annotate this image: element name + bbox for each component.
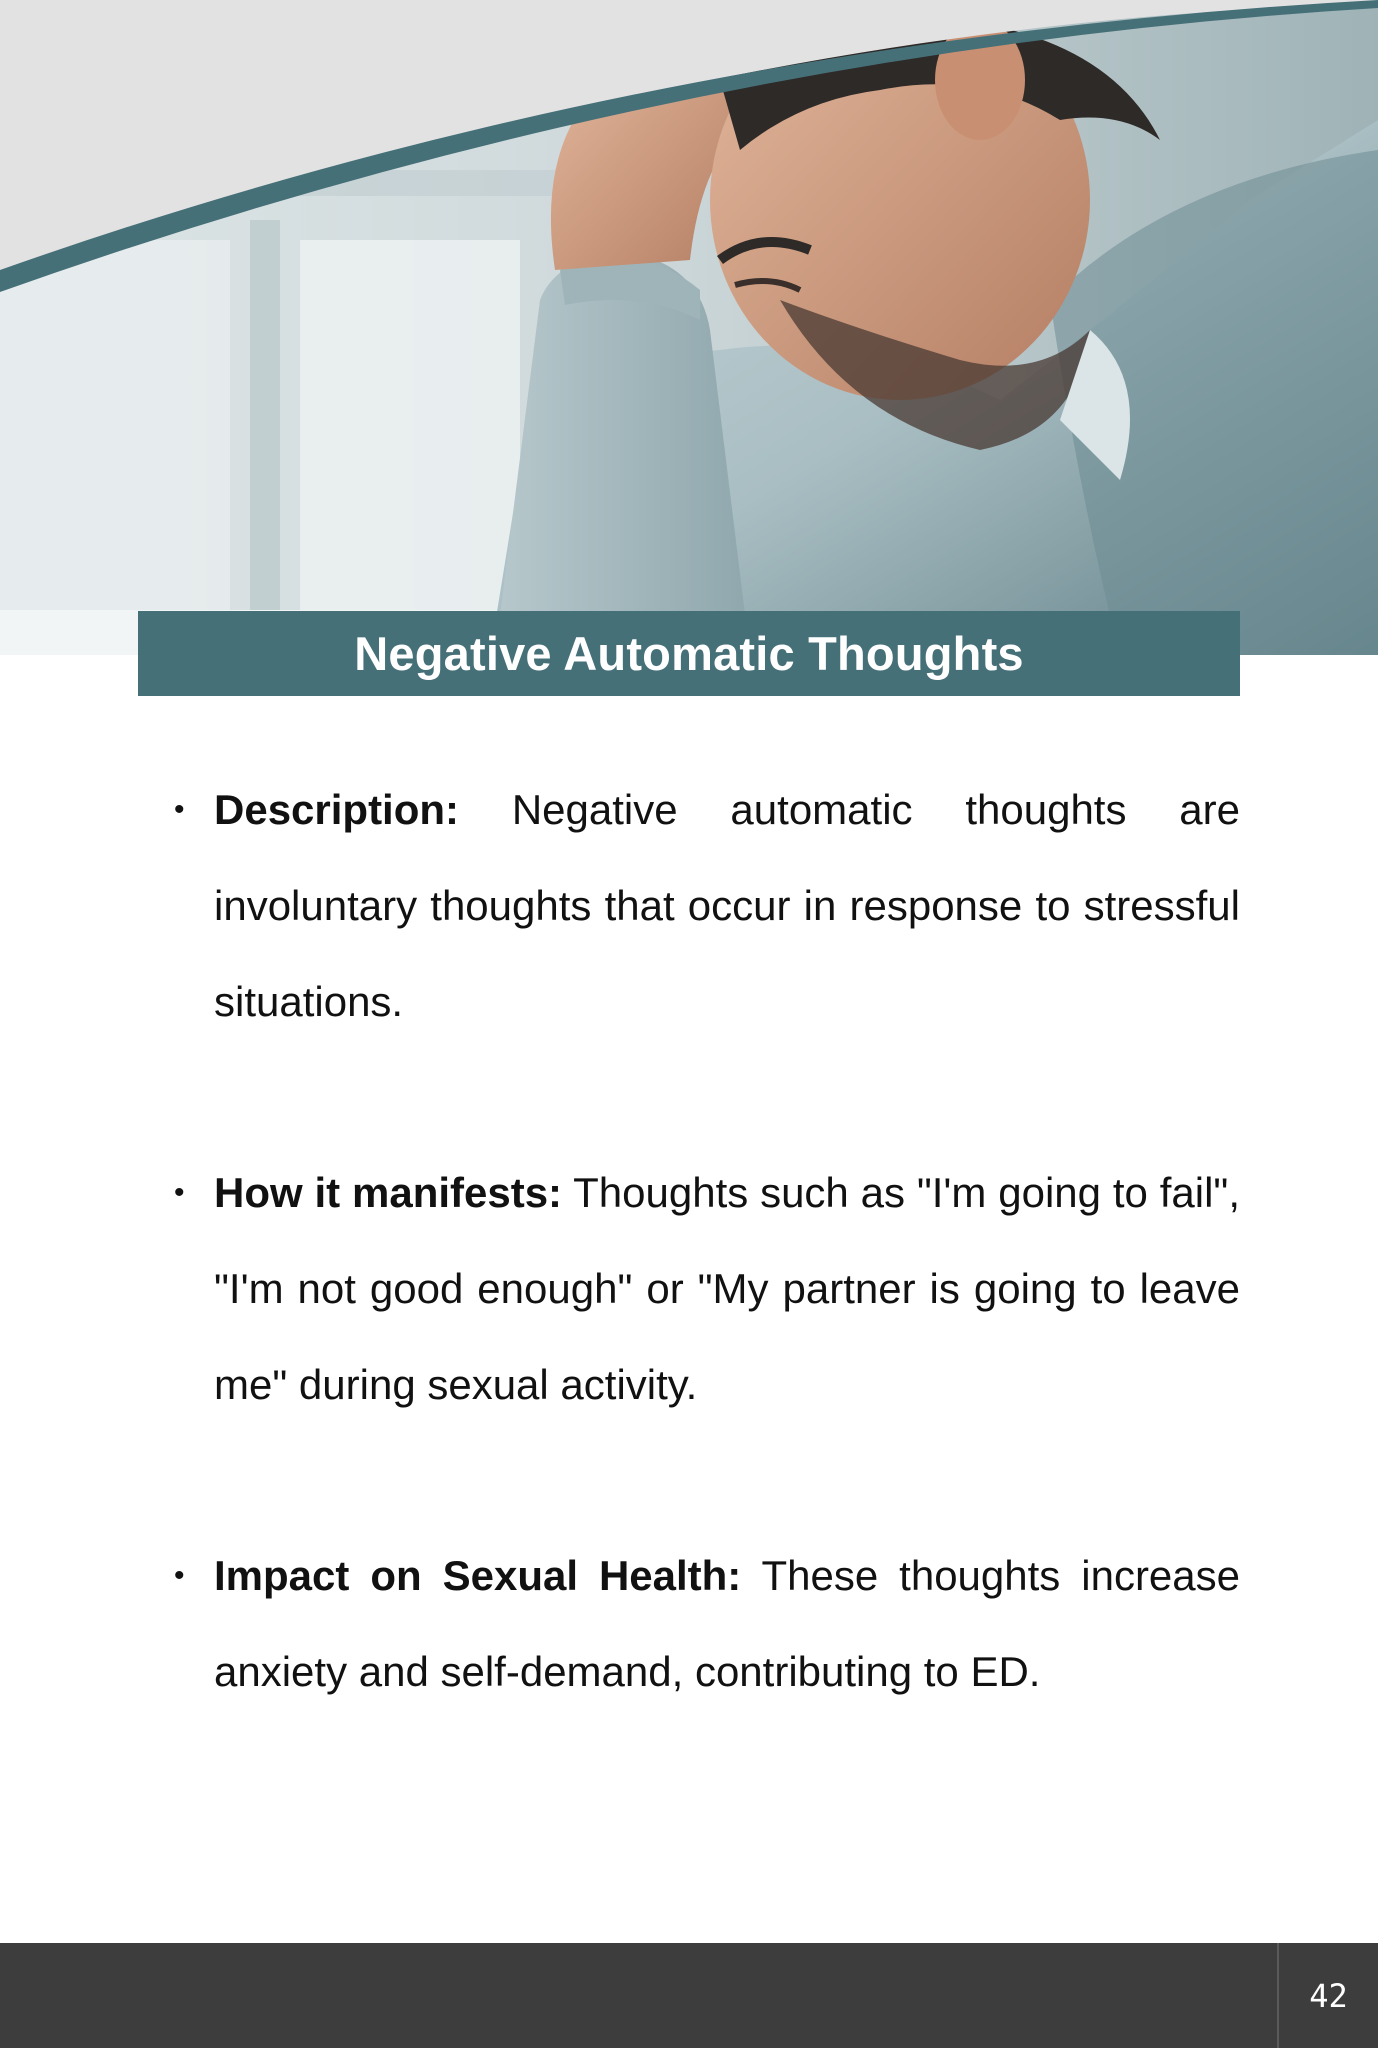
bullet-label: Impact on Sexual Health: xyxy=(214,1552,742,1599)
bullet-text: Negative automatic thoughts are involuntary thoughts that occur in response to stressful situations. xyxy=(214,786,1240,1025)
bullet-label: Description: xyxy=(214,786,460,833)
page-number: 42 xyxy=(1309,1976,1348,2015)
bullet-impact xyxy=(214,1528,1240,1720)
bullet-how-it-manifests xyxy=(214,1145,1240,1433)
bullet-label: How it manifests: xyxy=(214,1169,563,1216)
page-title: Negative Automatic Thoughts xyxy=(354,627,1024,680)
bullet-list xyxy=(214,762,1240,1815)
hero-image xyxy=(0,0,1378,655)
bullet-description xyxy=(214,762,1240,1050)
title-banner xyxy=(138,611,1240,696)
stressed-man-photo-icon xyxy=(0,0,1378,655)
bullet-text: Thoughts such as "I'm going to fail", "I'm not good enough" or "My partner is going to leave me" during sexual activity. xyxy=(214,1169,1240,1408)
footer-bar xyxy=(0,1943,1378,2048)
bullet-text: These thoughts increase anxiety and self-demand, contributing to ED. xyxy=(214,1552,1240,1695)
